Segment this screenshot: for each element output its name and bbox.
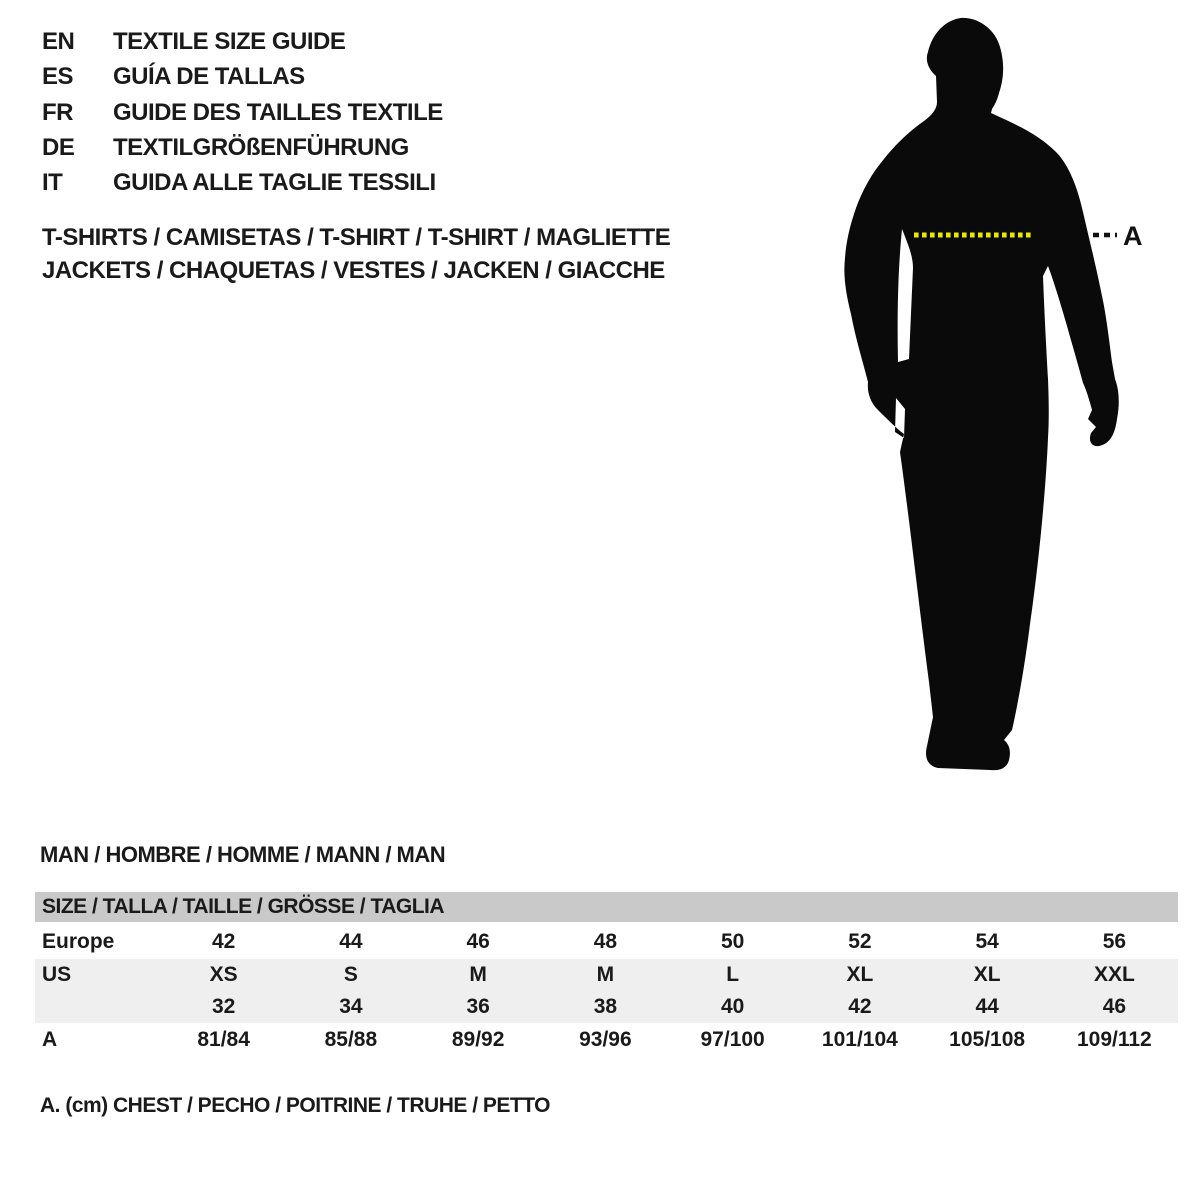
size-value: 56 [1102,929,1127,953]
size-value: L [726,963,740,986]
size-value: M [469,963,487,986]
size-value: 42 [211,929,236,953]
row-label: A [42,1027,58,1051]
size-value: M [596,963,615,986]
table-row-europe [35,924,1178,959]
language-title: GUIDA ALLE TAGLIE TESSILI [113,169,436,197]
size-value: 46 [1102,995,1127,1018]
language-code: IT [42,169,63,197]
man-silhouette-shape [844,18,1118,770]
category-line-jackets: JACKETS / CHAQUETAS / VESTES / JACKEN / GIACCHE [42,257,665,284]
size-table [35,892,1178,1056]
size-value: 42 [848,995,872,1018]
size-value: 52 [848,929,872,953]
row-label: Europe [42,929,115,953]
size-value: 81/84 [197,1027,250,1051]
measure-legend-footer: A. (cm) CHEST / PECHO / POITRINE / TRUHE / PETTO [40,1094,551,1117]
size-value: XL [846,963,874,986]
size-value: 85/88 [324,1027,378,1051]
measure-label-a: A [1123,221,1143,251]
size-value: 50 [720,929,745,953]
language-title: TEXTILGRÖßENFÜHRUNG [113,133,409,161]
table-row-chest-measure [35,1023,1178,1056]
man-silhouette-svg [840,14,1170,774]
language-code: EN [42,28,75,55]
man-silhouette-figure [840,14,1170,774]
size-value: XXL [1093,963,1135,986]
size-value: 46 [466,929,490,953]
size-value: 48 [593,929,618,953]
row-label: US [42,963,72,986]
size-value: 54 [975,929,999,953]
section-heading-man: MAN / HOMBRE / HOMME / MANN / MAN [40,842,446,867]
size-value: 97/100 [700,1027,765,1051]
size-value: 89/92 [451,1027,505,1051]
language-code: ES [42,63,74,91]
category-line-tshirts: T-SHIRTS / CAMISETAS / T-SHIRT / T-SHIRT / MAGLIETTE [42,224,671,251]
size-value: 40 [720,995,745,1018]
table-row-us [35,959,1178,991]
language-title: GUÍA DE TALLAS [113,63,305,91]
size-value: 38 [593,995,618,1018]
garment-categories [42,221,670,287]
size-value: 93/96 [579,1027,632,1051]
size-value: 101/104 [821,1027,898,1051]
table-row-us-numeric [35,991,1178,1023]
language-code: DE [42,133,75,161]
language-code: FR [42,98,73,126]
size-value: XS [209,963,238,986]
size-value: 105/108 [949,1027,1026,1051]
size-value: 36 [466,995,490,1018]
language-title: TEXTILE SIZE GUIDE [113,28,346,55]
size-value: 109/112 [1076,1027,1152,1051]
size-value: 44 [339,929,363,953]
language-title: GUIDE DES TAILLES TEXTILE [113,98,443,126]
size-value: S [343,963,358,986]
size-value: 44 [975,995,999,1018]
size-value: XL [973,963,1001,986]
size-value: 32 [211,995,236,1018]
size-value: 34 [339,995,363,1018]
size-table-header: SIZE / TALLA / TAILLE / GRÖSSE / TAGLIA [35,892,1178,922]
language-list [42,24,443,200]
